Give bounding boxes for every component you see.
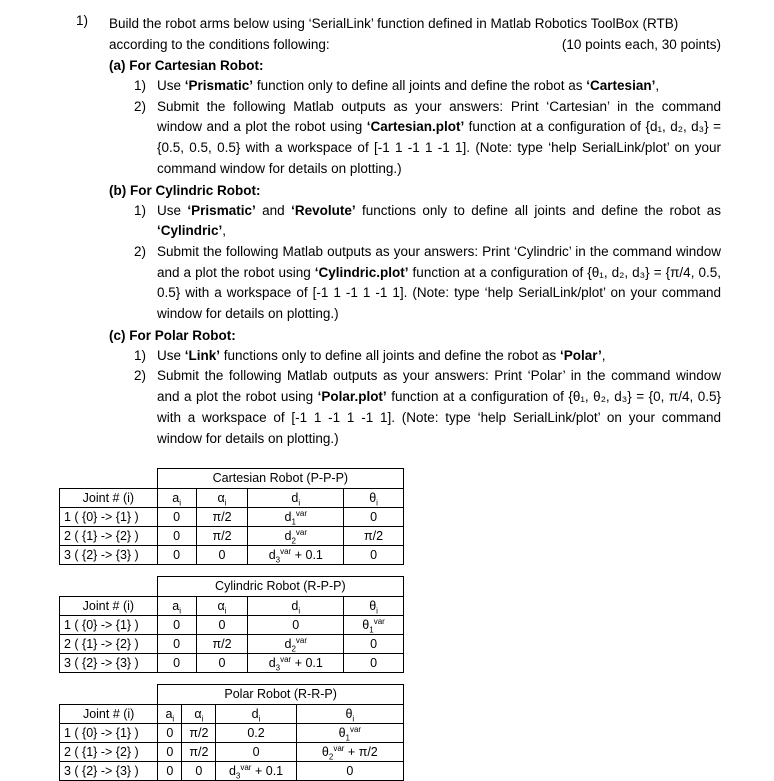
bold-text: ‘Cylindric’ — [157, 223, 223, 239]
points-label: (10 points each, 30 points) — [561, 37, 721, 52]
polar-dh-table — [59, 684, 404, 781]
a-cell: 0 — [157, 635, 196, 654]
text: Submit the following Matlab outputs as your answers: Print ‘Polar’ in the command window and a plot the robot using — [157, 368, 721, 405]
header-a: $a_i$ — [158, 705, 182, 724]
a-cell: 0 — [157, 616, 196, 635]
joint-cell: 2 ( {1} -> {2} ) — [60, 527, 158, 546]
part-b-item-1 — [109, 201, 721, 242]
text: , — [601, 347, 606, 363]
d-cell: $d_3^{var} + 0.1$ — [248, 546, 344, 565]
blank-cell — [60, 685, 158, 705]
header-alpha: $\alpha_i$ — [196, 489, 248, 508]
part-a-item-2 — [109, 97, 721, 180]
header-d: $d_i$ — [248, 597, 344, 616]
text: Use — [157, 202, 188, 218]
item-number: 2) — [134, 98, 147, 114]
alpha-cell: π/2 — [182, 724, 216, 743]
d-cell: 0.2 — [216, 724, 296, 743]
header-alpha: $\alpha_i$ — [196, 597, 248, 616]
alpha-cell: 0 — [196, 654, 248, 673]
alpha-cell: π/2 — [196, 635, 248, 654]
table-row — [60, 724, 404, 743]
joint-cell: 1 ( {0} -> {1} ) — [60, 724, 158, 743]
bold-text: ‘Prismatic’ — [187, 202, 256, 218]
d-cell: $d_1^{var}$ — [248, 508, 344, 527]
theta-cell: $\theta_1^{var}$ — [296, 724, 403, 743]
joint-cell: 1 ( {0} -> {1} ) — [60, 508, 158, 527]
table-row — [60, 616, 404, 635]
item-number: 2) — [134, 368, 147, 384]
table-header-row — [60, 705, 404, 724]
header-joint: Joint # (i) — [60, 705, 158, 724]
cartesian-dh-table — [59, 468, 404, 565]
bold-text: ‘Link’ — [184, 347, 221, 363]
text: Use — [157, 78, 185, 93]
alpha-cell: π/2 — [196, 508, 248, 527]
bold-text: ‘Cylindric.plot’ — [314, 264, 409, 280]
bold-text: ‘Cartesian.plot’ — [366, 119, 465, 135]
header-theta: $\theta_i$ — [344, 489, 404, 508]
a-cell: 0 — [157, 527, 196, 546]
item-number: 1) — [134, 78, 147, 93]
joint-cell: 3 ( {2} -> {3} ) — [60, 762, 158, 781]
header-joint: Joint # (i) — [60, 489, 158, 508]
question-number: 1) — [76, 13, 89, 28]
alpha-cell: 0 — [196, 616, 248, 635]
joint-cell: 2 ( {1} -> {2} ) — [60, 743, 158, 762]
joint-cell: 2 ( {1} -> {2} ) — [60, 635, 158, 654]
a-cell: 0 — [157, 508, 196, 527]
text: function at a configuration of {θ₁, θ₂, d₃} = {0, π/4, 0.5} with a workspace of [-1 1 -1 1 -1 1]. (Note: type ‘help SerialLink/plot’ on your command window for details on plotting.) — [157, 389, 721, 446]
header-theta: $\theta_i$ — [344, 597, 404, 616]
question-body — [109, 13, 721, 449]
d-cell: $d_2^{var}$ — [248, 527, 344, 546]
item-number: 1) — [134, 202, 147, 218]
text: Submit the following Matlab outputs as your answers: Print ‘Cartesian’ in the command window and a plot the robot using — [157, 98, 721, 135]
text: , — [655, 78, 660, 93]
part-c-heading: (c) For Polar Robot: — [109, 327, 236, 343]
theta-cell: $\theta_2^{var} + \pi/2$ — [296, 743, 403, 762]
header-d: $d_i$ — [248, 489, 344, 508]
bold-text: ‘Polar’ — [560, 347, 602, 363]
theta-cell: 0 — [344, 508, 404, 527]
header-d: $d_i$ — [216, 705, 296, 724]
alpha-cell: 0 — [182, 762, 216, 781]
text: function at a configuration of {θ₁, d₂, d₃} = {π/4, 0.5, 0.5} with a workspace of [-1 1 -1 1 -1 1]. (Note: type ‘help SerialLink/plot’ on your command window for details on plotting.) — [157, 264, 721, 322]
header-alpha: $\alpha_i$ — [182, 705, 216, 724]
alpha-cell: π/2 — [182, 743, 216, 762]
bold-text: ‘Prismatic’ — [184, 78, 254, 93]
text: Use — [157, 347, 185, 363]
intro-line-1: Build the robot arms below using ‘SerialLink’ function defined in Matlab Robotics ToolBox (RTB) — [109, 16, 679, 31]
theta-cell: π/2 — [344, 527, 404, 546]
bold-text: ‘Revolute’ — [291, 202, 356, 218]
table-header-row — [60, 489, 404, 508]
table-row — [60, 743, 404, 762]
table-row — [60, 635, 404, 654]
theta-cell: 0 — [296, 762, 403, 781]
text: function only to define all joints and define the robot as — [253, 78, 587, 93]
a-cell: 0 — [158, 743, 182, 762]
text: functions only to define all joints and define the robot as — [220, 347, 561, 363]
table-title: Cartesian Robot (P-P-P) — [157, 469, 403, 489]
table-row — [60, 527, 404, 546]
header-joint: Joint # (i) — [60, 597, 158, 616]
theta-cell: $\theta_1^{var}$ — [344, 616, 404, 635]
part-a-item-1 — [109, 76, 721, 97]
header-a: $a_i$ — [157, 597, 196, 616]
part-a-heading: (a) For Cartesian Robot: — [109, 58, 264, 73]
alpha-cell: 0 — [196, 546, 248, 565]
table-title: Cylindric Robot (R-P-P) — [157, 577, 403, 597]
blank-cell — [60, 469, 158, 489]
bold-text: ‘Cartesian’ — [586, 78, 656, 93]
text: function at a configuration of {d₁, d₂, d₃} = {0.5, 0.5, 0.5} with a workspace of [-1 1 -1 1 -1 1]. (Note: type ‘help SerialLink/plot’ on your command window for details on plotting.) — [157, 119, 722, 176]
header-a: $a_i$ — [157, 489, 196, 508]
joint-cell: 1 ( {0} -> {1} ) — [60, 616, 158, 635]
table-row — [60, 654, 404, 673]
d-cell: $d_3^{var} + 0.1$ — [216, 762, 296, 781]
part-c-item-1 — [109, 346, 721, 367]
a-cell: 0 — [158, 762, 182, 781]
alpha-cell: π/2 — [196, 527, 248, 546]
d-cell: $d_3^{var} + 0.1$ — [248, 654, 344, 673]
table-header-row — [60, 597, 404, 616]
d-cell: 0 — [216, 743, 296, 762]
a-cell: 0 — [157, 654, 196, 673]
cylindric-dh-table — [59, 576, 404, 673]
item-number: 1) — [134, 347, 147, 363]
bold-text: ‘Polar.plot’ — [317, 389, 387, 405]
item-number: 2) — [134, 243, 147, 259]
d-cell: $d_2^{var}$ — [248, 635, 344, 654]
theta-cell: 0 — [344, 654, 404, 673]
text: Submit the following Matlab outputs as your answers: Print ‘Cylindric’ in the command window and a plot the robot using — [157, 243, 721, 280]
part-c-item-2 — [109, 366, 721, 449]
part-b-heading: (b) For Cylindric Robot: — [109, 182, 261, 198]
a-cell: 0 — [157, 546, 196, 565]
text: and — [255, 202, 292, 218]
header-theta: $\theta_i$ — [296, 705, 403, 724]
joint-cell: 3 ( {2} -> {3} ) — [60, 546, 158, 565]
part-b-item-2 — [109, 242, 721, 325]
theta-cell: 0 — [344, 635, 404, 654]
theta-cell: 0 — [344, 546, 404, 565]
text: functions only to define all joints and define the robot as — [355, 202, 721, 218]
joint-cell: 3 ( {2} -> {3} ) — [60, 654, 158, 673]
intro-line-2-row — [109, 34, 721, 55]
table-row — [60, 508, 404, 527]
blank-cell — [60, 577, 158, 597]
table-title: Polar Robot (R-R-P) — [158, 685, 404, 705]
text: , — [222, 223, 227, 239]
intro-line-2: according to the conditions following: — [109, 37, 330, 52]
table-row — [60, 546, 404, 565]
d-cell: 0 — [248, 616, 344, 635]
a-cell: 0 — [158, 724, 182, 743]
